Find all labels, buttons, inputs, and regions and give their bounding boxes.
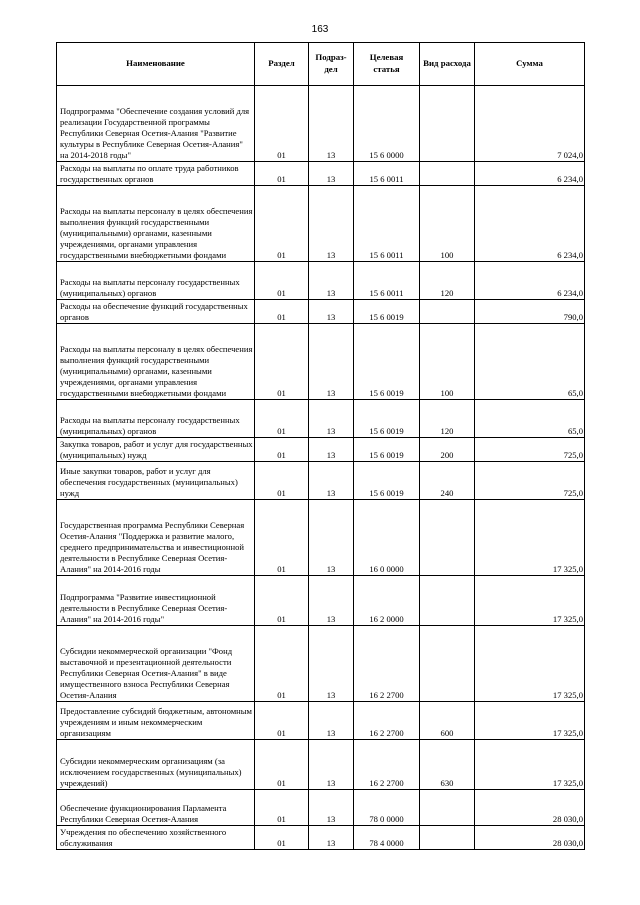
table-row [57,576,585,626]
row-expense-type: 240 [420,462,475,500]
row-section: 01 [255,300,309,324]
table-row [57,500,585,576]
table-header [57,43,585,86]
row-subsection: 13 [309,500,354,576]
table-row [57,86,585,162]
row-target-article: 15 6 0000 [354,86,420,162]
row-amount: 17 325,0 [475,626,585,702]
row-subsection: 13 [309,702,354,740]
row-target-article: 16 2 0000 [354,576,420,626]
row-name: Подпрограмма "Обеспечение создания условий для реализации Государственной программы Республики Северная Осетия-Алания "Развитие культуры в Республике Северная Осетия-Алания" на 2014-2018 годы" [57,86,255,162]
table-row [57,438,585,462]
row-amount: 7 024,0 [475,86,585,162]
row-expense-type: 600 [420,702,475,740]
row-subsection: 13 [309,162,354,186]
row-name: Расходы на выплаты персоналу в целях обеспечения выполнения функций государственными (муниципальными) органами, казенными учреждениями, органами управления государственными внебюджетными фондами [57,186,255,262]
row-name: Субсидии некоммерческим организациям (за исключением государственных (муниципальных) учреждений) [57,740,255,790]
row-expense-type [420,826,475,850]
row-amount: 17 325,0 [475,740,585,790]
row-name: Субсидии некоммерческой организации "Фонд выставочной и презентационной деятельности Республики Северная Осетия-Алания" в виде имущественного взноса Республики Северная Осетия-Алания [57,626,255,702]
row-amount: 28 030,0 [475,790,585,826]
row-section: 01 [255,576,309,626]
page-number: 163 [311,24,329,35]
row-target-article: 15 6 0019 [354,300,420,324]
row-target-article: 16 2 2700 [354,740,420,790]
row-amount: 65,0 [475,400,585,438]
header-section: Раздел [255,43,309,86]
row-target-article: 15 6 0019 [354,400,420,438]
table-row [57,462,585,500]
row-expense-type: 120 [420,400,475,438]
row-target-article: 15 6 0019 [354,324,420,400]
row-subsection: 13 [309,262,354,300]
row-name: Учреждения по обеспечению хозяйственного обслуживания [57,826,255,850]
table-body [57,86,585,850]
header-amount: Сумма [475,43,585,86]
row-expense-type: 100 [420,324,475,400]
row-section: 01 [255,702,309,740]
header-row [57,43,585,86]
row-name: Предоставление субсидий бюджетным, автономным учреждениям и иным некоммерческим организациям [57,702,255,740]
row-target-article: 15 6 0019 [354,462,420,500]
row-name: Расходы на обеспечение функций государственных органов [57,300,255,324]
header-expense-type: Вид расхода [420,43,475,86]
row-subsection: 13 [309,826,354,850]
row-name: Иные закупки товаров, работ и услуг для обеспечения государственных (муниципальных) нужд [57,462,255,500]
row-subsection: 13 [309,400,354,438]
table-row [57,186,585,262]
table-row [57,740,585,790]
row-section: 01 [255,162,309,186]
row-target-article: 16 2 2700 [354,626,420,702]
row-expense-type [420,86,475,162]
row-amount: 725,0 [475,462,585,500]
row-target-article: 15 6 0019 [354,438,420,462]
row-name: Закупка товаров, работ и услуг для государственных (муниципальных) нужд [57,438,255,462]
row-section: 01 [255,500,309,576]
row-subsection: 13 [309,740,354,790]
row-target-article: 15 6 0011 [354,186,420,262]
header-name: Наименование [57,43,255,86]
row-subsection: 13 [309,576,354,626]
row-target-article: 16 0 0000 [354,500,420,576]
row-amount: 725,0 [475,438,585,462]
row-amount: 6 234,0 [475,186,585,262]
row-amount: 28 030,0 [475,826,585,850]
row-expense-type [420,300,475,324]
row-subsection: 13 [309,86,354,162]
row-name: Расходы на выплаты по оплате труда работников государственных органов [57,162,255,186]
row-amount: 17 325,0 [475,576,585,626]
table-row [57,826,585,850]
row-section: 01 [255,186,309,262]
row-section: 01 [255,438,309,462]
row-target-article: 16 2 2700 [354,702,420,740]
row-section: 01 [255,826,309,850]
row-subsection: 13 [309,324,354,400]
row-name: Расходы на выплаты персоналу государственных (муниципальных) органов [57,262,255,300]
row-expense-type [420,500,475,576]
row-expense-type [420,790,475,826]
row-subsection: 13 [309,438,354,462]
row-subsection: 13 [309,300,354,324]
row-amount: 6 234,0 [475,162,585,186]
table-row [57,626,585,702]
row-expense-type: 630 [420,740,475,790]
row-section: 01 [255,262,309,300]
row-target-article: 78 0 0000 [354,790,420,826]
table-row [57,790,585,826]
row-section: 01 [255,462,309,500]
row-target-article: 15 6 0011 [354,162,420,186]
row-expense-type: 100 [420,186,475,262]
row-expense-type: 120 [420,262,475,300]
row-amount: 17 325,0 [475,702,585,740]
header-subsection: Подраз-дел [309,43,354,86]
row-subsection: 13 [309,790,354,826]
row-expense-type [420,626,475,702]
table-row [57,324,585,400]
row-expense-type: 200 [420,438,475,462]
row-subsection: 13 [309,462,354,500]
row-amount: 17 325,0 [475,500,585,576]
table-row [57,162,585,186]
row-expense-type [420,576,475,626]
row-section: 01 [255,790,309,826]
budget-table [56,42,585,850]
row-amount: 790,0 [475,300,585,324]
row-amount: 6 234,0 [475,262,585,300]
row-amount: 65,0 [475,324,585,400]
row-name: Обеспечение функционирования Парламента Республики Северная Осетия-Алания [57,790,255,826]
table-row [57,702,585,740]
table-row [57,400,585,438]
row-name: Расходы на выплаты персоналу государственных (муниципальных) органов [57,400,255,438]
row-name: Расходы на выплаты персоналу в целях обеспечения выполнения функций государственными (муниципальными) органами, казенными учреждениями, органами управления государственными внебюджетными фондами [57,324,255,400]
row-section: 01 [255,324,309,400]
table-row [57,262,585,300]
row-subsection: 13 [309,186,354,262]
row-target-article: 78 4 0000 [354,826,420,850]
row-subsection: 13 [309,626,354,702]
table-row [57,300,585,324]
row-section: 01 [255,740,309,790]
row-section: 01 [255,86,309,162]
row-expense-type [420,162,475,186]
row-name: Государственная программа Республики Северная Осетия-Алания "Поддержка и развитие малого, среднего предпринимательства и инвестиционной деятельности в Республике Северная Осетия-Алания" на 2014-2016 годы [57,500,255,576]
header-target-article: Целевая статья [354,43,420,86]
row-target-article: 15 6 0011 [354,262,420,300]
row-section: 01 [255,400,309,438]
row-section: 01 [255,626,309,702]
row-name: Подпрограмма "Развитие инвестиционной деятельности в Республике Северная Осетия-Алания" на 2014-2016 годы" [57,576,255,626]
